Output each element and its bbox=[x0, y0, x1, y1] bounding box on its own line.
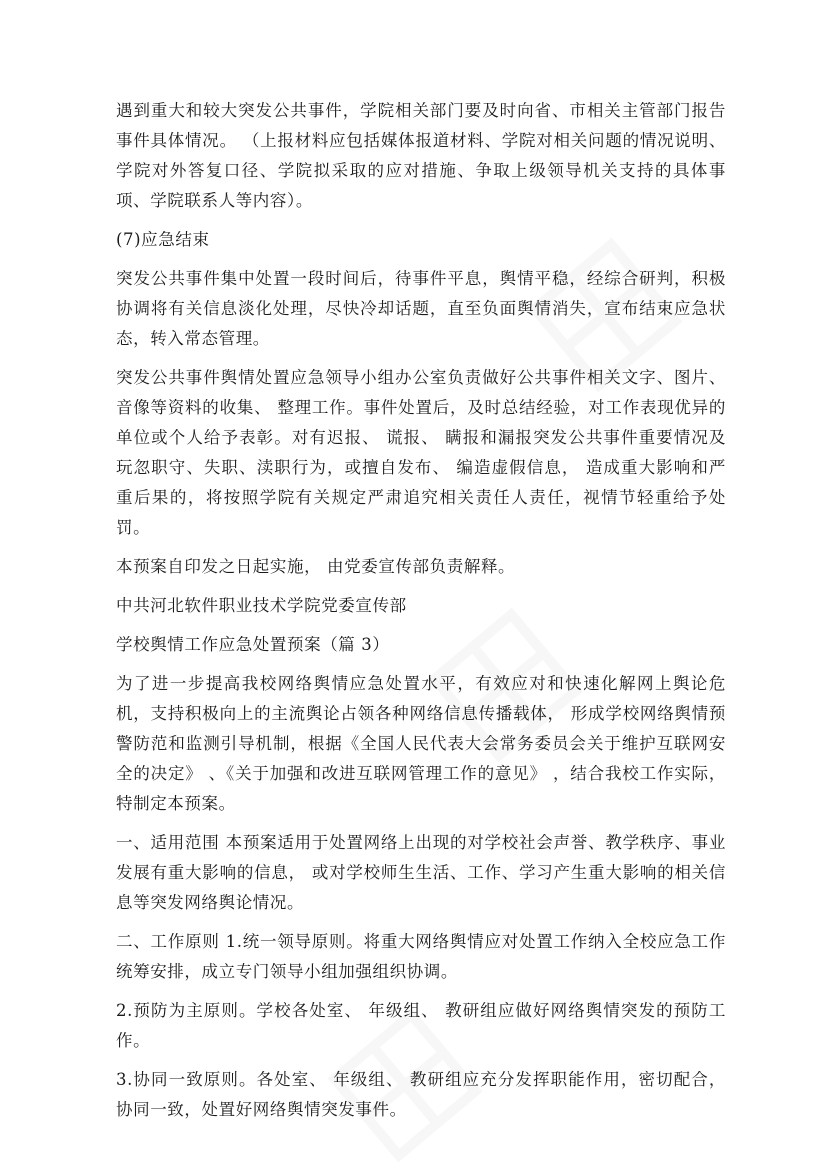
paragraph-effective-date: 本预案自印发之日起实施， 由党委宣传部负责解释。 bbox=[116, 557, 516, 576]
document-body bbox=[116, 96, 726, 1134]
paragraph-report-requirements: 遇到重大和较大突发公共事件，学院相关部门要及时向省、市相关主管部门报告事件具体情况。 （上报材料应包括媒体报道材料、学院对相关问题的情况说明、学院对外答复口径、学院拟采取的应对措施、争取上级领导机关支持的具体事项、学院联系人等内容）。 bbox=[116, 101, 726, 210]
paragraph-purpose: 为了进一步提高我校网络舆情应急处置水平，有效应对和快速化解网上舆论危机，支持积极向上的主流舆论占领各种网络信息传播载体， 形成学校网络舆情预警防范和监测引导机制，根据《全国人民代表大会常务委员会关于维护互联网安全的决定》 、《关于加强和改进互联网管理工作的意见》 ，结合我校工作实际，特制定本预案。 bbox=[116, 674, 726, 813]
plan-title: 学校舆情工作应急处置预案（篇 3） bbox=[116, 635, 390, 654]
paragraph-prevention: 2.预防为主原则。学校各处室、 年级组、 教研组应做好网络舆情突发的预防工作。 bbox=[116, 1001, 726, 1050]
paragraph-office-duties: 突发公共事件舆情处置应急领导小组办公室负责做好公共事件相关文字、图片、音像等资料的收集、 整理工作。事件处置后，及时总结经验，对工作表现优异的单位或个人给予表彰。对有迟报、 谎报、 瞒报和漏报突发公共事件重要情况及玩忽职守、失职、渎职行为，或擅自发布、 编造虚假信息， 造成重大影响和严重后果的，将按照学院有关规定严肃追究相关责任人责任，视情节轻重给予处罚。 bbox=[116, 368, 726, 537]
paragraph-principles: 二、工作原则 1.统一领导原则。将重大网络舆情应对处置工作纳入全校应急工作统筹安排，成立专门领导小组加强组织协调。 bbox=[116, 932, 726, 981]
paragraph-scope: 一、适用范围 本预案适用于处置网络上出现的对学校社会声誉、教学秩序、事业发展有重大影响的信息， 或对学校师生生活、工作、学习产生重大影响的相关信息等突发网络舆论情况。 bbox=[116, 833, 726, 912]
paragraph-coordination: 3.协同一致原则。各处室、 年级组、 教研组应充分发挥职能作用，密切配合，协同一致，处置好网络舆情突发事件。 bbox=[116, 1070, 726, 1119]
issuer-department: 中共河北软件职业技术学院党委宣传部 bbox=[116, 596, 407, 615]
section-heading-emergency-end: (7)应急结束 bbox=[116, 230, 210, 249]
paragraph-emergency-end: 突发公共事件集中处置一段时间后，待事件平息，舆情平稳，经综合研判，积极协调将有关信息淡化处理，尽快冷却话题，直至负面舆情消失，宣布结束应急状态，转入常态管理。 bbox=[116, 269, 726, 348]
